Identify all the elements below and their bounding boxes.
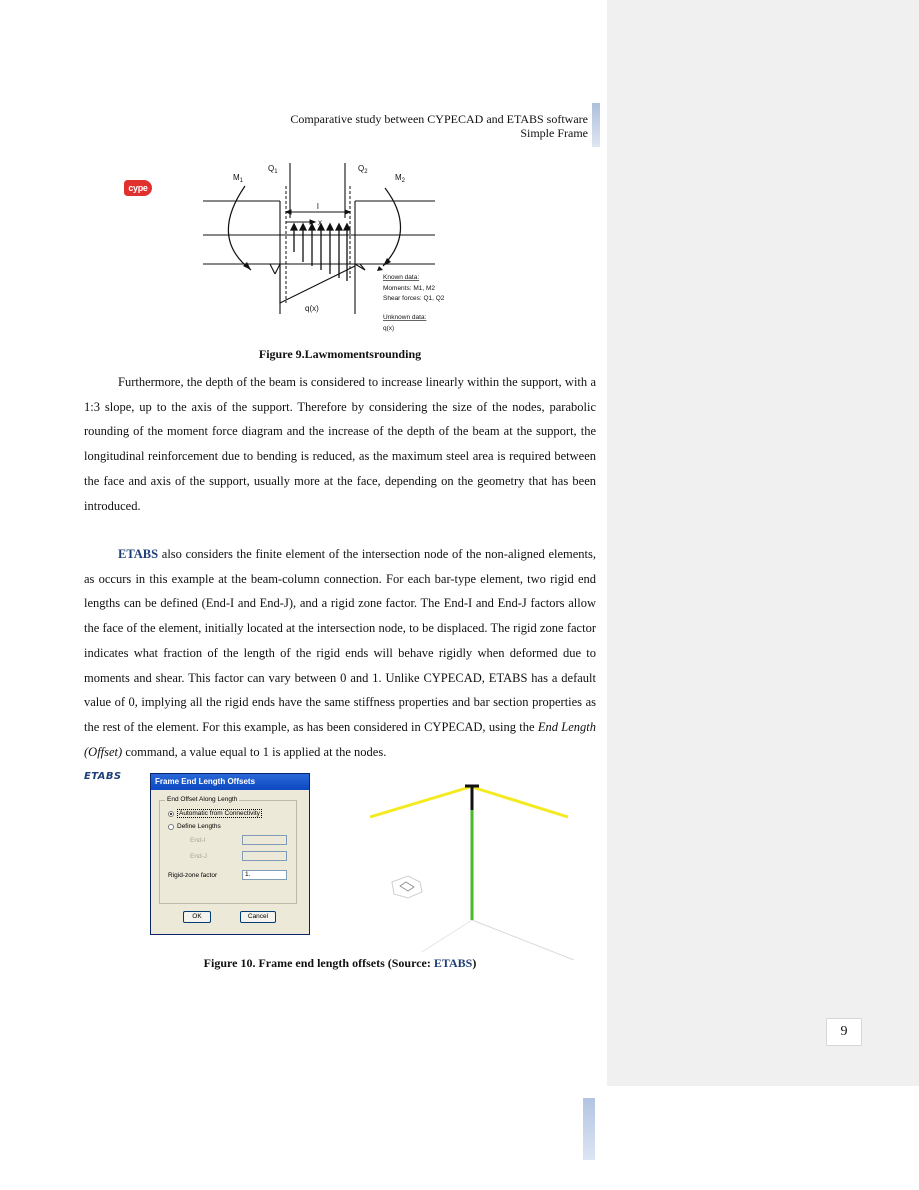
etabs-logo: ETABS xyxy=(84,771,122,782)
frame-3d-model-view xyxy=(362,770,574,960)
legend-moments: Moments: M1, M2 xyxy=(383,285,436,292)
moment-m1-arrow xyxy=(243,262,251,270)
legend-shear: Shear forces: Q1, Q2 xyxy=(383,295,445,302)
radio-define-dot[interactable] xyxy=(168,824,174,830)
distributed-load-arrows xyxy=(291,224,297,252)
end-j-label: End-J xyxy=(190,853,207,860)
figure10-caption-end: ) xyxy=(472,956,477,970)
dialog-title: Frame End Length Offsets xyxy=(151,774,309,790)
label-l: l xyxy=(317,202,319,211)
moment-m2-arc xyxy=(383,188,401,266)
axis-guide-left xyxy=(422,920,472,952)
rigid-zone-field[interactable]: 1. xyxy=(242,870,287,880)
legend-unknown-value: q(x) xyxy=(383,325,395,332)
radio-define-lengths[interactable] xyxy=(168,823,221,830)
label-qx: q(x) xyxy=(305,304,319,313)
cancel-button[interactable]: Cancel xyxy=(240,911,276,923)
end-i-field[interactable] xyxy=(242,835,287,845)
header-accent-bar xyxy=(592,103,600,147)
legend-known-title: Known data: xyxy=(383,274,420,281)
radio-automatic[interactable] xyxy=(168,809,262,818)
header-subtitle: Simple Frame xyxy=(520,126,588,140)
rigid-zone-label: Rigid-zone factor xyxy=(168,872,218,879)
etabs-keyword: ETABS xyxy=(118,547,159,561)
paragraph-etabs-text-1: also considers the finite element of the intersection node of the non-aligned elements, as occurs in this example at the beam-column connection. For each bar-type element, two rigid end lengths can be defined (End-I and End-J), and a rigid zone factor. The End-I and End-J factors allow the face of the element, initially located at the intersection node, to be displaced. The rigid zone factor indicates what fraction of the length of the rigid ends will behave rigidly when deformed due to moments and shear. This factor can vary between 0 and 1. Unlike CYPECAD, ETABS has a default value of 0, implying all the rigid ends have the same stiffness properties and bar section properties as the rest of the element. For this example, as has been considered in CYPECAD, using the xyxy=(84,547,596,734)
end-j-field[interactable] xyxy=(242,851,287,861)
groupbox-label: End Offset Along Length xyxy=(167,796,238,803)
page-number: 9 xyxy=(826,1018,862,1046)
moment-m1-arc xyxy=(228,186,251,270)
label-m1: $M_1$ xyxy=(233,173,244,184)
cype-logo: cype xyxy=(124,180,152,196)
paragraph-beam-depth: Furthermore, the depth of the beam is considered to increase linearly within the support, with a 1:3 slope, up to the axis of the support. Therefore by considering the size of the nodes, parabolic rounding of the moment force diagram and the increase of the depth of the beam at the support, the longitudinal reinforcement due to bending is reduced, as the maximum steel area is required between the face and axis of the support, usually more at the face, depending on the geometry that has been introduced. xyxy=(84,375,596,513)
margin-panel xyxy=(607,0,919,1086)
axis-guide-right xyxy=(472,920,574,960)
radio-automatic-dot[interactable] xyxy=(168,811,174,817)
beam-left xyxy=(370,787,470,817)
radio-automatic-label: Automatic from Connectivity xyxy=(179,810,260,817)
shear-distribution-outline xyxy=(280,264,355,303)
figure10-caption-text: Figure 10. Frame end length offsets (Source: xyxy=(203,956,434,970)
figure10-caption-source: ETABS xyxy=(433,956,473,970)
moment-m2-arrow xyxy=(383,258,391,266)
moment-rounding-diagram xyxy=(195,158,475,338)
legend-unknown-title: Unknown data: xyxy=(383,314,427,321)
origin-marker xyxy=(392,876,422,898)
end-length-command: End Length (Offset) xyxy=(84,719,597,759)
label-x: x xyxy=(318,218,322,227)
end-offset-groupbox xyxy=(159,796,297,904)
label-m2: $M_2$ xyxy=(395,173,406,184)
radio-define-label: Define Lengths xyxy=(177,823,221,830)
header-title: Comparative study between CYPECAD and ETABS software xyxy=(290,112,588,126)
label-q2: $Q_2$ xyxy=(358,164,368,175)
label-q1: $Q_1$ xyxy=(268,164,278,175)
paragraph-etabs-offsets xyxy=(84,542,596,764)
frame-end-length-offsets-dialog xyxy=(150,773,310,935)
end-i-label: End-I xyxy=(190,837,206,844)
figure9-caption: Figure 9.Lawmomentsrounding xyxy=(258,347,422,361)
beam-right xyxy=(472,787,568,817)
ok-button[interactable]: OK xyxy=(183,911,211,923)
paragraph-etabs-text-2: command, a value equal to 1 is applied at the nodes. xyxy=(122,744,387,759)
running-header xyxy=(240,112,588,140)
footer-accent-bar xyxy=(583,1098,595,1160)
figure10-caption xyxy=(84,956,596,971)
